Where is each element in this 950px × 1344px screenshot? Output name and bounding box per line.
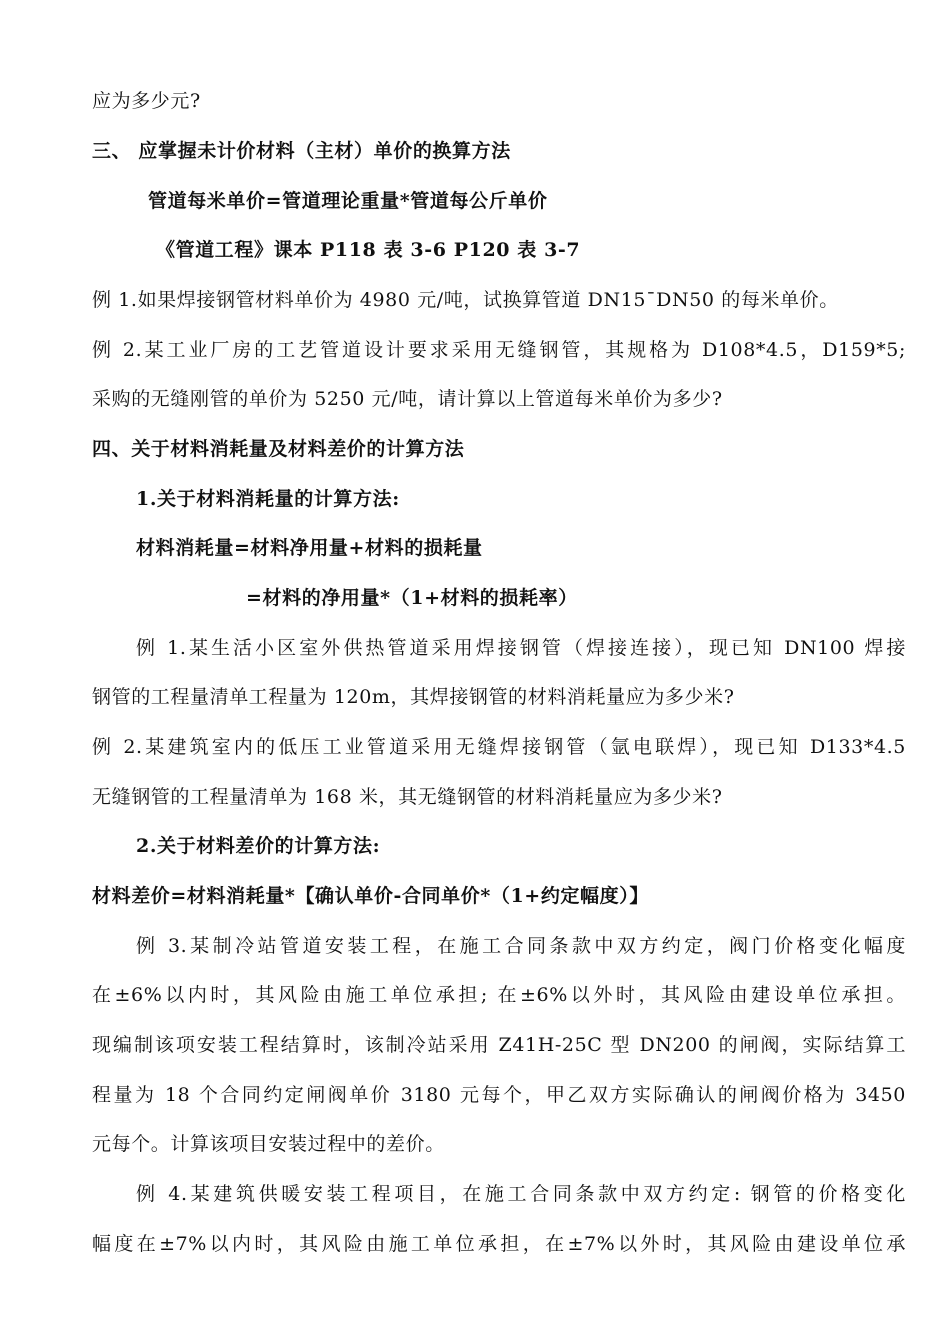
example-line: 程量为 18 个合同约定闸阀单价 3180 元每个，甲乙双方实际确认的闸阀价格为 3450	[92, 1084, 906, 1106]
section-heading-4: 四、关于材料消耗量及材料差价的计算方法	[92, 438, 465, 460]
example-line: 幅度在±7%以内时，其风险由施工单位承担，在±7%以外时，其风险由建设单位承	[92, 1233, 906, 1255]
example-line: 现编制该项安装工程结算时，该制冷站采用 Z41H-25C 型 DN200 的闸阀，实际结算工	[92, 1034, 906, 1056]
example-line: 在±6%以内时，其风险由施工单位承担; 在±6%以外时，其风险由建设单位承担。	[92, 984, 906, 1006]
section-heading-3: 三、 应掌握未计价材料（主材）单价的换算方法	[92, 140, 511, 162]
example-line: 例 3.某制冷站管道安装工程，在施工合同条款中双方约定，阀门价格变化幅度	[136, 935, 906, 957]
example-line: 例 4.某建筑供暖安装工程项目，在施工合同条款中双方约定: 钢管的价格变化	[136, 1183, 906, 1205]
formula-line: =材料的净用量*（1+材料的损耗率）	[246, 587, 578, 609]
text-line: 应为多少元?	[92, 90, 201, 112]
subsection-heading: 2.关于材料差价的计算方法:	[136, 835, 381, 857]
example-line: 例 2.某工业厂房的工艺管道设计要求采用无缝钢管，其规格为 D108*4.5，D159*5;	[92, 339, 906, 361]
example-line: 例 1.某生活小区室外供热管道采用焊接钢管（焊接连接），现已知 DN100 焊接	[136, 637, 906, 659]
example-line: 元每个。计算该项目安装过程中的差价。	[92, 1133, 445, 1155]
subsection-heading: 1.关于材料消耗量的计算方法:	[136, 488, 400, 510]
formula-line: 材料差价=材料消耗量*【确认单价-合同单价*（1+约定幅度）】	[92, 885, 649, 907]
example-line: 例 2.某建筑室内的低压工业管道采用无缝焊接钢管（氩电联焊），现已知 D133*4.5	[92, 736, 906, 758]
example-line: 例 1.如果焊接钢管材料单价为 4980 元/吨，试换算管道 DN15¯DN50 的每米单价。	[92, 289, 839, 311]
example-line: 采购的无缝刚管的单价为 5250 元/吨，请计算以上管道每米单价为多少?	[92, 388, 723, 410]
example-line: 无缝钢管的工程量清单为 168 米，其无缝钢管的材料消耗量应为多少米?	[92, 786, 723, 808]
reference-line: 《管道工程》课本 P118 表 3-6 P120 表 3-7	[156, 239, 581, 261]
example-line: 钢管的工程量清单工程量为 120m，其焊接钢管的材料消耗量应为多少米?	[92, 686, 735, 708]
formula-line: 管道每米单价=管道理论重量*管道每公斤单价	[148, 190, 548, 212]
formula-line: 材料消耗量=材料净用量+材料的损耗量	[136, 537, 483, 559]
